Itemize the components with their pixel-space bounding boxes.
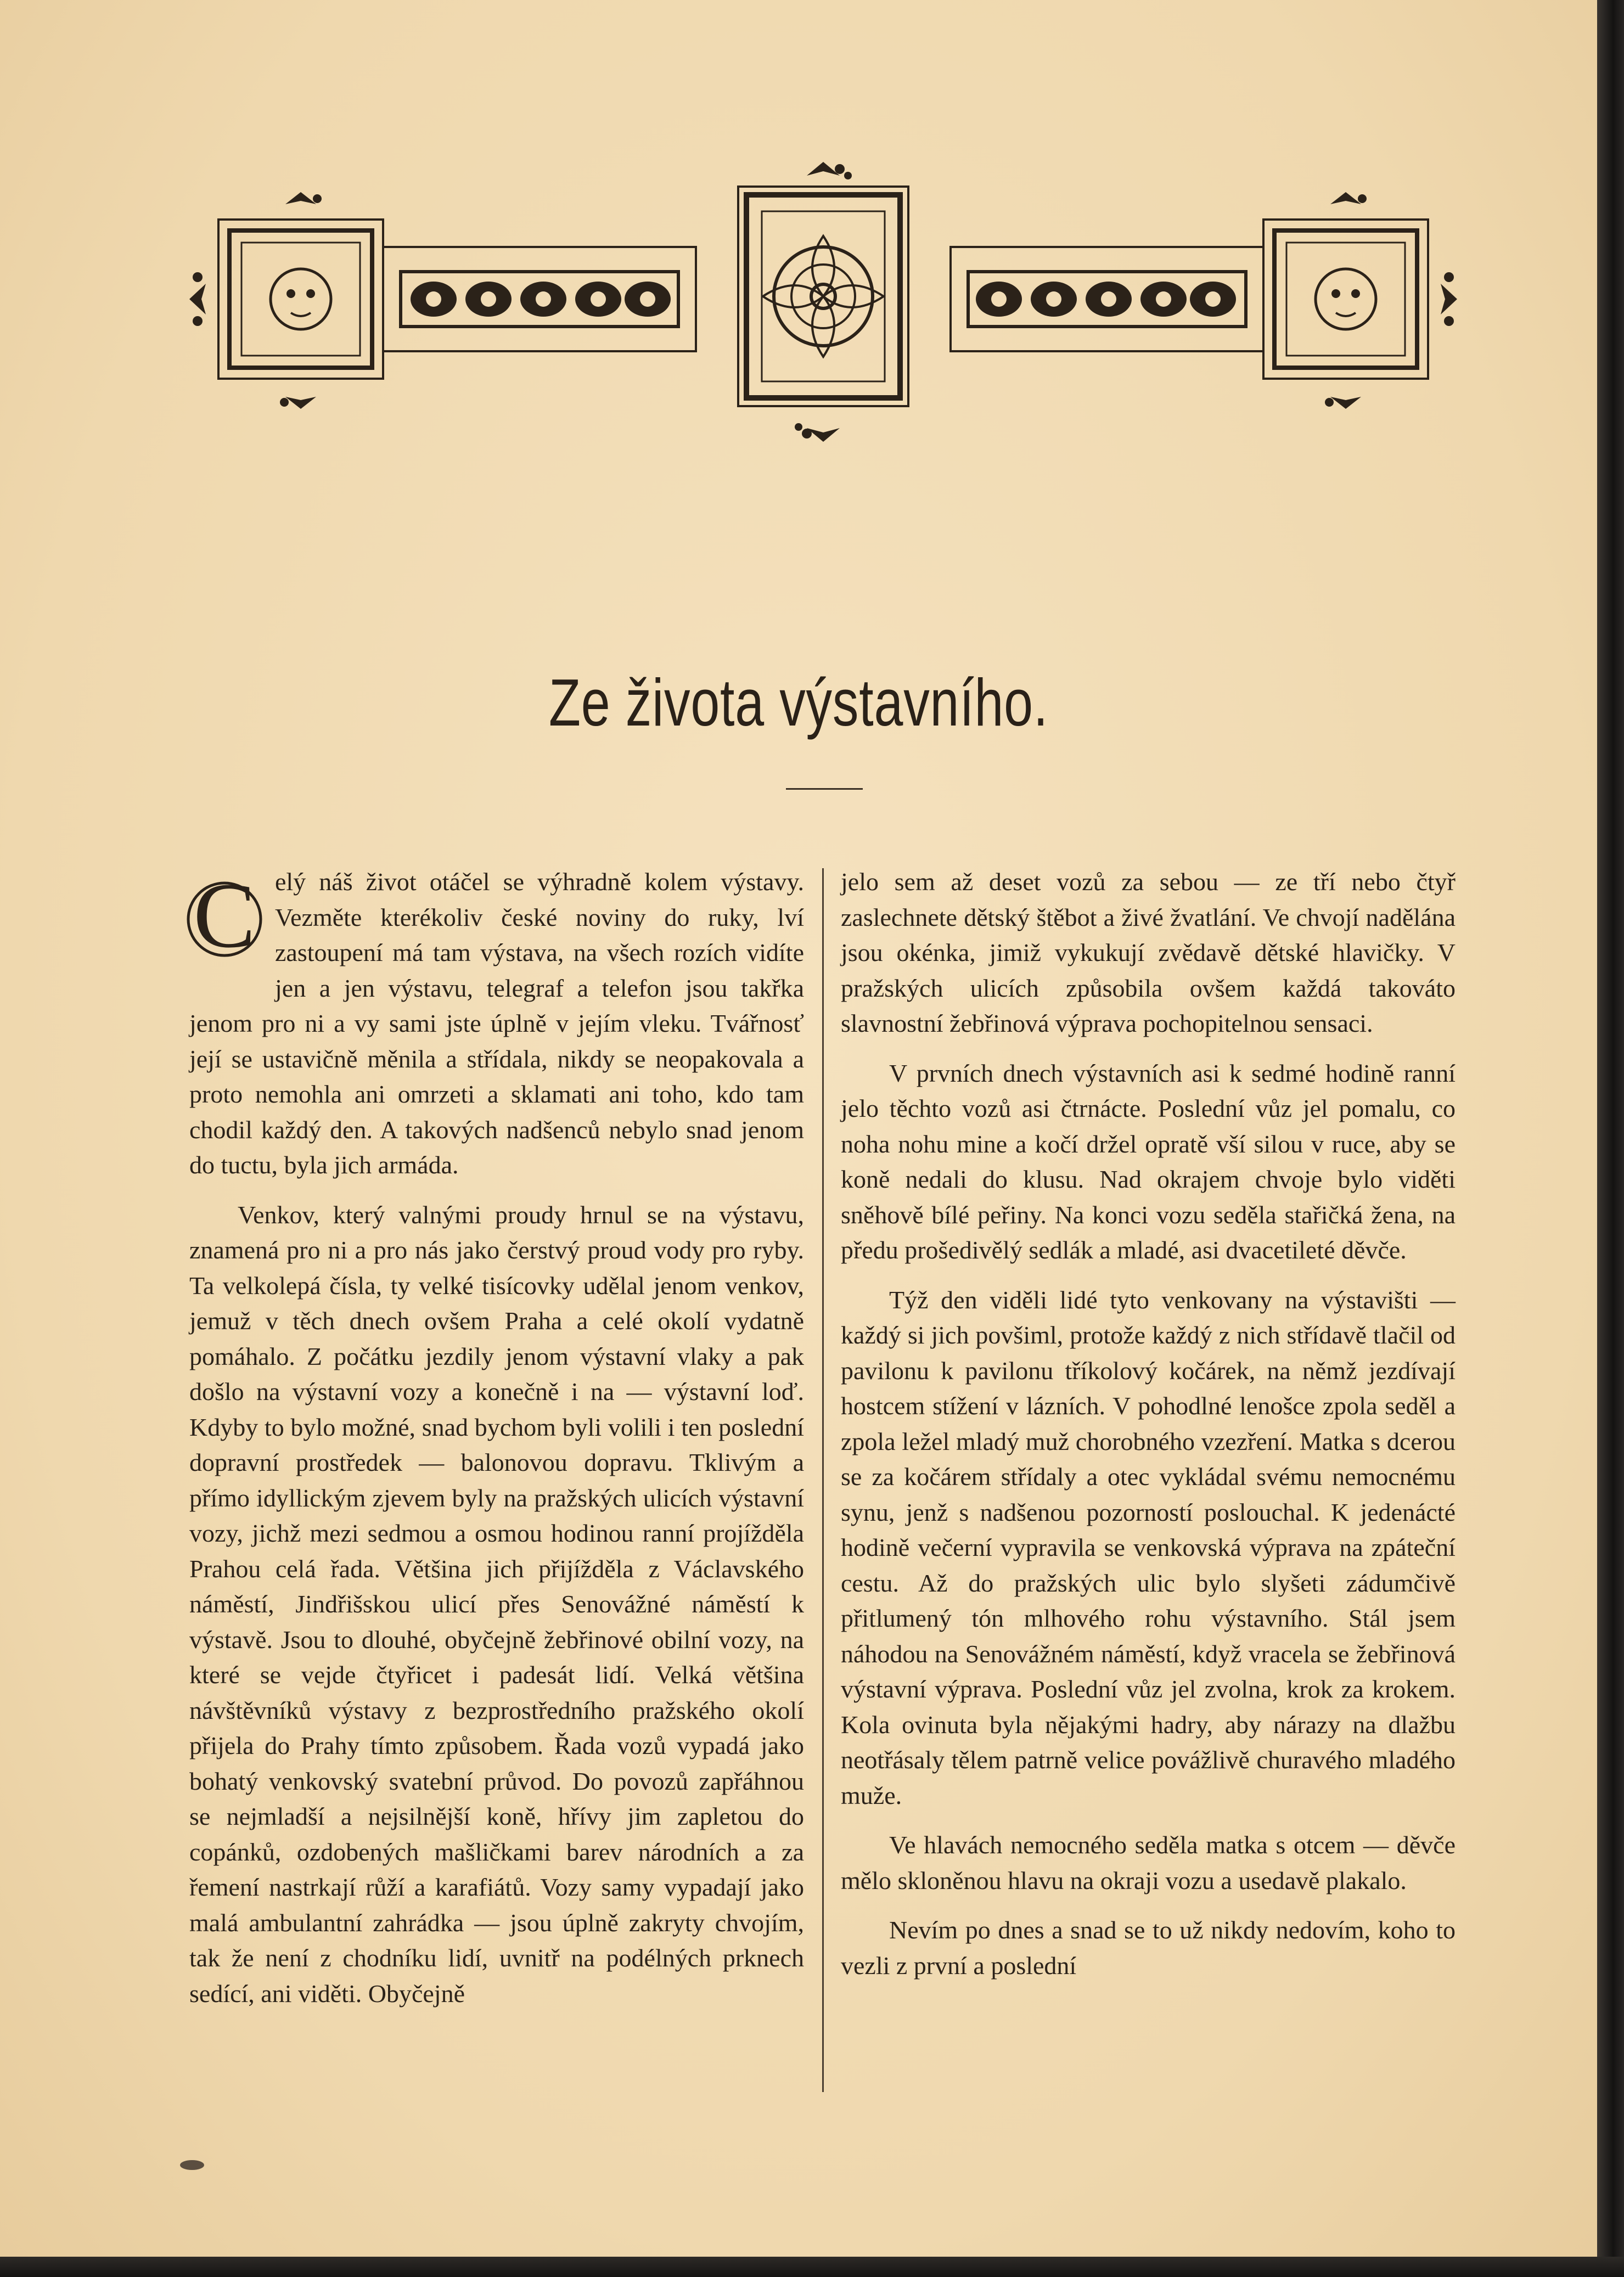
paragraph-text: elý náš život otáčel se výhradně kolem výstavy. Vezměte kterékoliv české noviny do ruky, lví zastoupení má tam výstava, na všech rozích vidíte jen a jen výstavu, telegraf a telefon jsou takřka jenom pro ni a vy sami jste úplně v jejím vleku. Tvářnosť její se ustavičně měnila a střídala, nikdy se neopakovala a proto nemohla ani omrzeti a sklamati ani toho, kdo tam chodil každý den. A takových nadšenců nebylo snad jenom do tuctu, byla jich armáda. bbox=[189, 868, 804, 1179]
paragraph: Ve hlavách nemocného seděla matka s otcem — děvče mělo skloněnou hlavu na okraji vozu a usedavě plakalo. bbox=[841, 1831, 1456, 1894]
paragraph: Venkov, který valnými proudy hrnul se na výstavu, znamená pro ni a pro nás jako čerstvý proud vody pro ryby. Ta velkolepá čísla, ty velké tisícovky udělal jenom venkov, jemuž v těch dnech ovšem Praha a celé okolí vydatně pomáhalo. Z počátku jezdily jenom výstavní vlaky a pak došlo na výstavní vozy a konečně i na — výstavní loď. Kdyby to bylo možné, snad bychom byli volili i ten poslední dopravní prostředek — balonovou dopravu. Tklivým a přímo idyllickým zjevem byly na pražských ulicích výstavní vozy, jichž mezi sedmou a osmou hodinou ranní projížděla Prahou celá řada. Většina jich přijížděla z Václavského náměstí, Jindřišskou ulicí přes Senovážné náměstí k výstavě. Jsou to dlouhé, obyčejně žebřinové obilní vozy, na které se vejde čtyřicet i padesát lidí. Velká většina návštěvníků výstavy z bezprostředního pražského okolí přijela do Prahy tímto způsobem. Řada vozů vypadá jako bohatý venkovský svatební průvod. Do povozů zapřáhnou se nejmladší a nejsilnější koně, hřívy jim zapletou do copánků, ozdobených mašličkami barev národních a za řemení nastrkají růží a karafiátů. Vozy samy vypadají jako malá ambulantní zahrádka — jsou úplně zakryty chvojím, tak že není z chodníku lidí, uvnitř na podélných prknech sedící, ani viděti. Obyčejně bbox=[189, 1200, 804, 2008]
dropcap-char: C bbox=[193, 864, 256, 967]
paragraph: Týž den viděli lidé tyto venkovany na výstavišti — každý si jich povšiml, protože každý z nich střídavě tlačil od pavilonu k pavilonu tříkolový kočárek, na němž jezdívají hostcem stížení v lázních. V pohodlné lenošce zpola seděl a zpola ležel mladý muž chorobného vzezření. Matka s dcerou se za kočárem střídaly a otec vykládal svému nemocnému synu, jenž s nadšenou pozorností poslouchal. K jedenácté hodině večerní vypravila se venkovská výprava na zpáteční cestu. Až do pražských ulic bylo slyšeti zádumčivě přitlumený tón mlhového rohu výstavního. Stál jsem náhodou na Senovážném náměstí, když vracela se žebřinová výstavní výprava. Poslední vůz jel zvolna, krok za krokem. Kola ovinuta byla nějakými hadry, aby nárazy na dlažbu neotřásaly tělem patrně velice povážlivě churavého mladého muže. bbox=[841, 1285, 1456, 1809]
paragraph bbox=[189, 864, 804, 1183]
ink-speck bbox=[176, 2157, 209, 2173]
left-column bbox=[189, 864, 804, 2026]
paragraph: V prvních dnech výstavních asi k sedmé hodině ranní jelo těchto vozů asi čtrnácte. Poslední vůz jel pomalu, co noha nohu mine a kočí držel opratě vší silou v ruce, aby se koně nedali do klusu. Nad okrajem chvoje bylo viděti sněhově bílé peřiny. Na konci vozu seděla stařičká žena, na předu prošedivělý sedlák a mladé, asi dvacetileté děvče. bbox=[841, 1059, 1456, 1264]
scan-border bbox=[0, 2257, 1624, 2277]
paragraph: Nevím po dnes a snad se to už nikdy nedovím, koho to vezli z první a poslední bbox=[841, 1916, 1456, 1980]
dropcap-letter bbox=[185, 864, 267, 974]
binding-edge bbox=[1597, 0, 1624, 2277]
right-column bbox=[841, 864, 1456, 1998]
header-ornament bbox=[187, 159, 1460, 445]
article-title: Ze života výstavního. bbox=[548, 665, 1049, 740]
paragraph: jelo sem až deset vozů za sebou — ze tří nebo čtyř zaslechnete dětský štěbot a živé žvatlání. Ve chvojí nadělána jsou okénka, jimiž vykukují zvědavě dětské hlavičky. V pražských ulicích způsobila ovšem každá takováto slavnostní žebřinová výprava pochopitelnou sensaci. bbox=[841, 868, 1456, 1037]
column-divider bbox=[822, 868, 824, 2092]
title-divider bbox=[786, 788, 863, 790]
